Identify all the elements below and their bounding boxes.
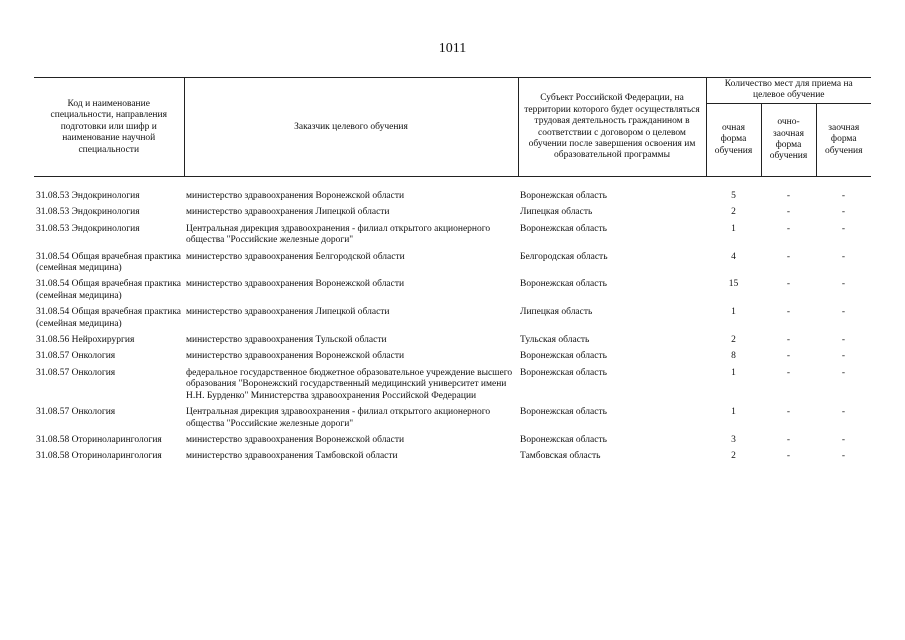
cell-customer: министерство здравоохранения Тульской области: [186, 335, 387, 346]
table-row: [34, 332, 871, 348]
cell-fulltime: 2: [731, 335, 736, 346]
header-mixed: очно-заочная форма обучения: [761, 104, 816, 177]
cell-code: 31.08.57 Онкология: [36, 407, 116, 418]
cell-mixed: -: [786, 223, 791, 234]
cell-region: Воронежская область: [520, 279, 607, 290]
cell-mixed: -: [786, 279, 791, 290]
cell-mixed: -: [786, 335, 791, 346]
header-parttime: заочная форма обучения: [816, 104, 871, 177]
table-row: [34, 348, 871, 364]
cell-region: Липецкая область: [520, 207, 593, 218]
cell-region: Воронежская область: [520, 407, 607, 418]
cell-customer: Центральная дирекция здравоохранения - филиал открытого акционерного общества "Российские железные дороги": [186, 223, 491, 246]
cell-mixed: -: [786, 451, 791, 462]
cell-mixed: -: [786, 407, 791, 418]
cell-code: 31.08.57 Онкология: [36, 367, 116, 378]
cell-code: 31.08.57 Онкология: [36, 351, 116, 362]
cell-customer: министерство здравоохранения Воронежской области: [186, 279, 405, 290]
header-fulltime: очная форма обучения: [706, 104, 761, 177]
cell-code: 31.08.53 Эндокринология: [36, 223, 140, 234]
cell-customer: Центральная дирекция здравоохранения - филиал открытого акционерного общества "Российские железные дороги": [186, 407, 491, 429]
cell-code: 31.08.53 Эндокринология: [36, 191, 140, 201]
cell-code: 31.08.56 Нейрохирургия: [36, 335, 135, 346]
cell-region: Липецкая область: [520, 307, 593, 318]
table-header: [34, 78, 871, 177]
cell-fulltime: 8: [731, 351, 736, 362]
cell-fulltime: 3: [731, 434, 736, 445]
cell-mixed: -: [786, 307, 791, 318]
table-row: [34, 448, 871, 464]
table-row: [34, 365, 871, 404]
header-code: Код и наименование специальности, направления подготовки или шифр и наименование научной специальности: [34, 78, 184, 177]
cell-mixed: -: [786, 434, 791, 445]
cell-mixed: -: [786, 251, 791, 262]
cell-code: 31.08.58 Оториноларингология: [36, 434, 162, 445]
cell-code: 31.08.54 Общая врачебная практика (семейная медицина): [36, 251, 182, 274]
target-admission-table: [34, 77, 871, 465]
cell-fulltime: 1: [731, 307, 736, 318]
cell-parttime: -: [841, 307, 846, 318]
table-row: [34, 221, 871, 249]
cell-customer: министерство здравоохранения Воронежской области: [186, 191, 405, 201]
cell-code: 31.08.54 Общая врачебная практика (семейная медицина): [36, 279, 182, 301]
cell-mixed: -: [786, 207, 791, 218]
cell-customer: министерство здравоохранения Тамбовской области: [186, 451, 398, 462]
cell-region: Воронежская область: [520, 434, 607, 445]
cell-customer: министерство здравоохранения Воронежской области: [186, 434, 405, 445]
cell-customer: министерство здравоохранения Белгородской области: [186, 251, 405, 262]
cell-parttime: -: [841, 251, 846, 262]
cell-customer: министерство здравоохранения Воронежской области: [186, 351, 405, 362]
cell-fulltime: 5: [731, 191, 736, 201]
cell-parttime: -: [841, 223, 846, 234]
table-row: [34, 204, 871, 220]
cell-mixed: -: [786, 351, 791, 362]
cell-parttime: -: [841, 451, 846, 462]
table-row: [34, 404, 871, 432]
cell-parttime: -: [841, 191, 846, 201]
table-row: [34, 304, 871, 332]
table-body: [34, 177, 871, 465]
cell-customer: министерство здравоохранения Липецкой области: [186, 207, 390, 218]
cell-mixed: -: [786, 191, 791, 201]
cell-parttime: -: [841, 367, 846, 378]
cell-parttime: -: [841, 434, 846, 445]
cell-parttime: -: [841, 351, 846, 362]
cell-fulltime: 2: [731, 207, 736, 218]
cell-parttime: -: [841, 207, 846, 218]
cell-code: 31.08.54 Общая врачебная практика (семейная медицина): [36, 307, 182, 329]
cell-fulltime: 15: [728, 279, 739, 290]
cell-region: Воронежская область: [520, 367, 607, 378]
cell-fulltime: 2: [731, 451, 736, 462]
header-places-group: Количество мест для приема на целевое обучение: [706, 78, 871, 104]
cell-parttime: -: [841, 335, 846, 346]
cell-customer: федеральное государственное бюджетное образовательное учреждение высшего образования "Воронежский государственный медицинский университет имени Н.Н. Бурденко" Министерства здравоохранения Российской Федерации: [186, 367, 513, 401]
cell-parttime: -: [841, 279, 846, 290]
cell-code: 31.08.58 Оториноларингология: [36, 451, 162, 462]
table-row: [34, 276, 871, 304]
header-region: Субъект Российской Федерации, на территории которого будет осуществляться трудовая деятельность гражданином в соответствии с договором о целевом обучении после завершения освоения им образовательной программы: [518, 78, 706, 177]
cell-mixed: -: [786, 367, 791, 378]
cell-region: Тульская область: [520, 335, 590, 346]
cell-fulltime: 4: [731, 251, 736, 262]
cell-region: Тамбовская область: [520, 451, 601, 462]
cell-fulltime: 1: [731, 223, 736, 234]
cell-fulltime: 1: [731, 407, 736, 418]
cell-region: Воронежская область: [520, 351, 607, 362]
cell-parttime: -: [841, 407, 846, 418]
cell-region: Воронежская область: [520, 191, 607, 201]
header-customer: Заказчик целевого обучения: [184, 78, 518, 177]
table-row: [34, 188, 871, 204]
cell-region: Белгородская область: [520, 251, 608, 262]
cell-fulltime: 1: [731, 367, 736, 378]
cell-code: 31.08.53 Эндокринология: [36, 207, 140, 218]
table-row: [34, 432, 871, 448]
table-row: [34, 249, 871, 277]
cell-customer: министерство здравоохранения Липецкой области: [186, 307, 390, 318]
cell-region: Воронежская область: [520, 223, 607, 234]
page-number: 1011: [438, 41, 467, 56]
